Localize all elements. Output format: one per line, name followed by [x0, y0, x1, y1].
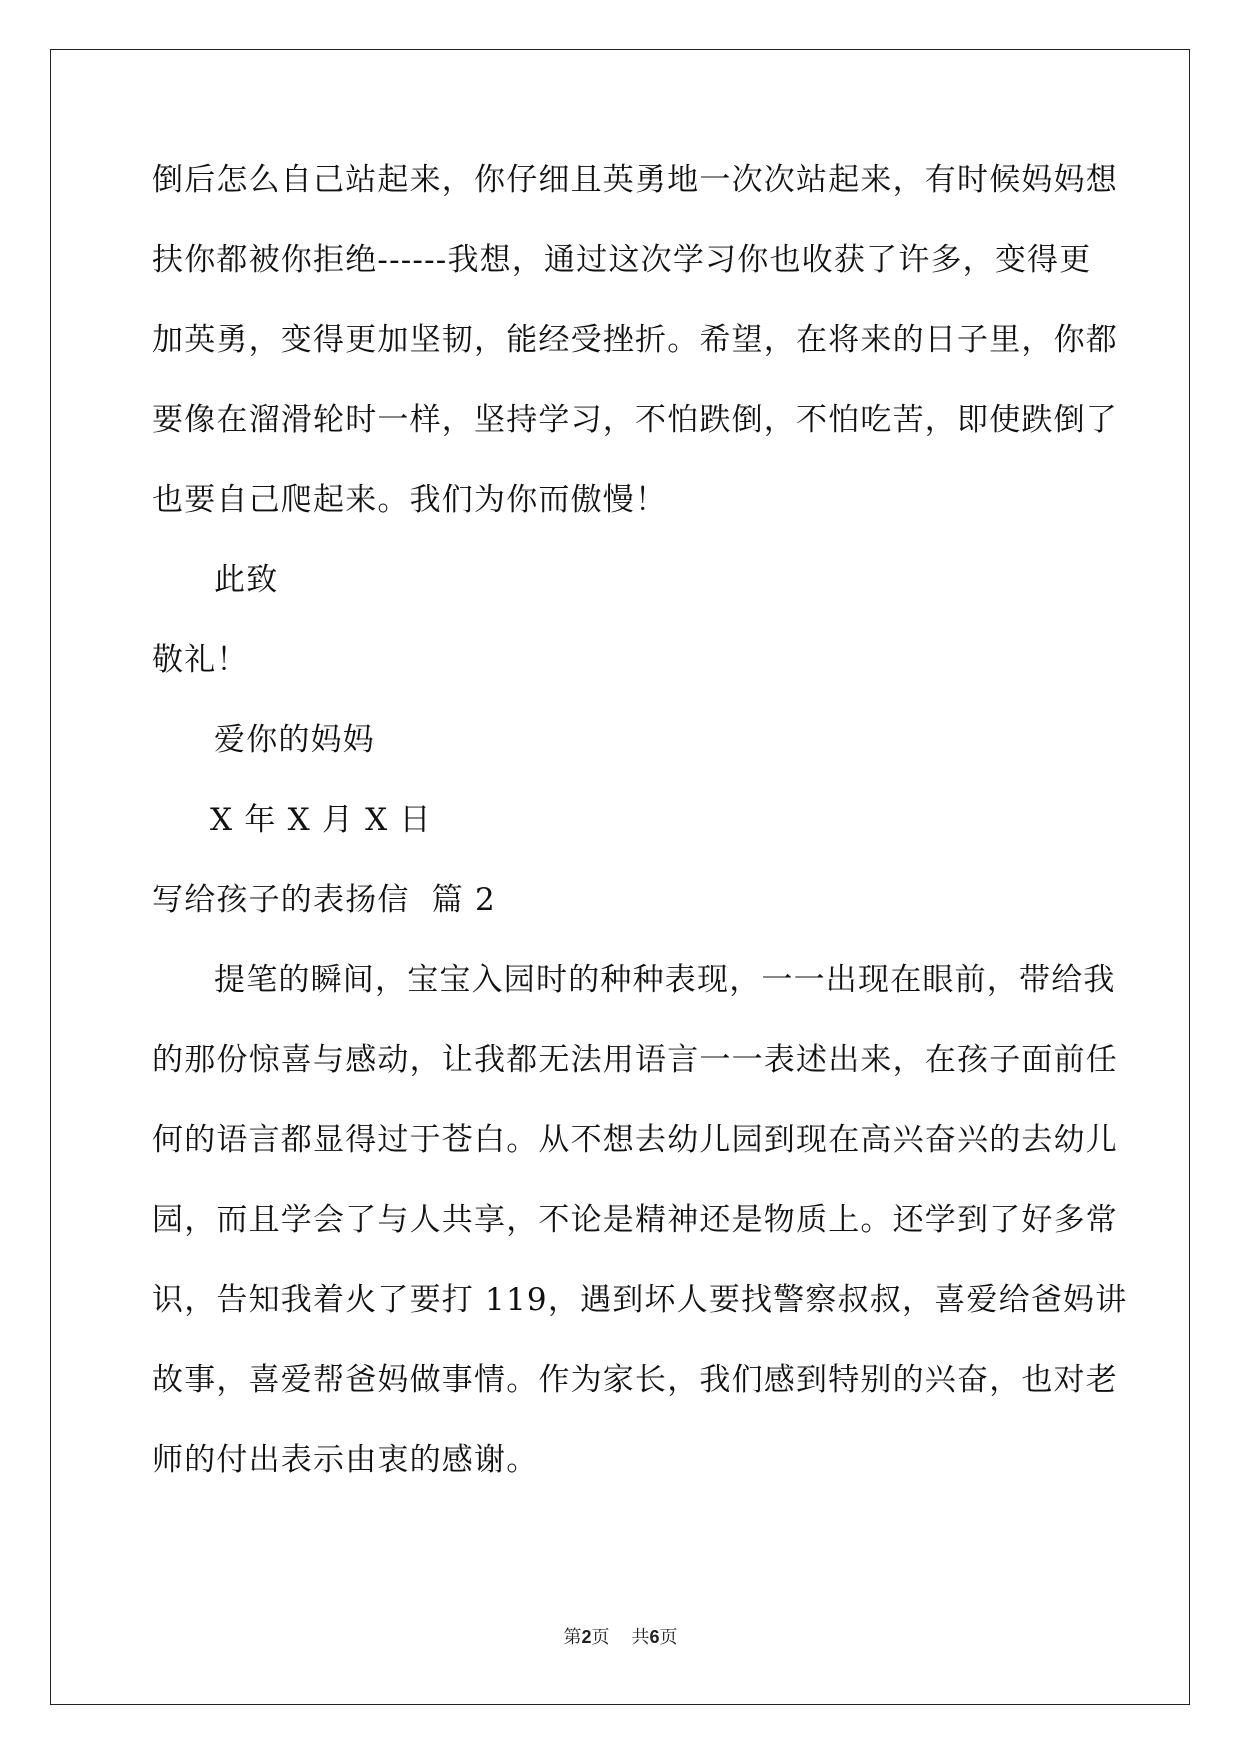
page-suffix: 页 [591, 1627, 610, 1648]
letter-salute: 敬礼！ [152, 642, 249, 678]
paragraph-line: 倒后怎么自己站起来，你仔细且英勇地一次次站起来，有时候妈妈想 [152, 162, 1118, 198]
total-suffix: 页 [659, 1627, 678, 1648]
paragraph-line: 也要自己爬起来。我们为你而傲慢！ [152, 482, 668, 518]
paragraph-line: 扶你都被你拒绝------我想，通过这次学习你也收获了许多，变得更 [152, 242, 1092, 278]
page-footer [0, 1626, 1241, 1649]
paragraph-line: 加英勇，变得更加坚韧，能经受挫折。希望，在将来的日子里，你都 [152, 322, 1118, 358]
paragraph-line: 识，告知我着火了要打 119，遇到坏人要找警察叔叔，喜爱给爸妈讲 [152, 1282, 1128, 1318]
paragraph-line: 何的语言都显得过于苍白。从不想去幼儿园到现在高兴奋兴的去幼儿 [152, 1122, 1118, 1158]
paragraph-line: 的那份惊喜与感动，让我都无法用语言一一表述出来，在孩子面前任 [152, 1042, 1118, 1078]
paragraph-line: 提笔的瞬间，宝宝入园时的种种表现，一一出现在眼前，带给我 [214, 962, 1116, 998]
letter-signature: 爱你的妈妈 [214, 722, 375, 758]
paragraph-line: 师的付出表示由衷的感谢。 [152, 1442, 539, 1478]
section-title: 写给孩子的表扬信 篇 2 [152, 882, 496, 918]
paragraph-line: 园，而且学会了与人共享，不论是精神还是物质上。还学到了好多常 [152, 1202, 1118, 1238]
paragraph-line: 故事，喜爱帮爸妈做事情。作为家长，我们感到特别的兴奋，也对老 [152, 1362, 1118, 1398]
page-number: 2 [581, 1627, 592, 1647]
paragraph-line: 要像在溜滑轮时一样，坚持学习，不怕跌倒，不怕吃苦，即使跌倒了 [152, 402, 1118, 438]
letter-date: X 年 X 月 X 日 [210, 802, 432, 838]
letter-closing: 此致 [214, 562, 279, 598]
total-pages: 6 [649, 1627, 660, 1647]
page-prefix: 第 [563, 1627, 582, 1648]
total-prefix: 共 [631, 1627, 650, 1648]
